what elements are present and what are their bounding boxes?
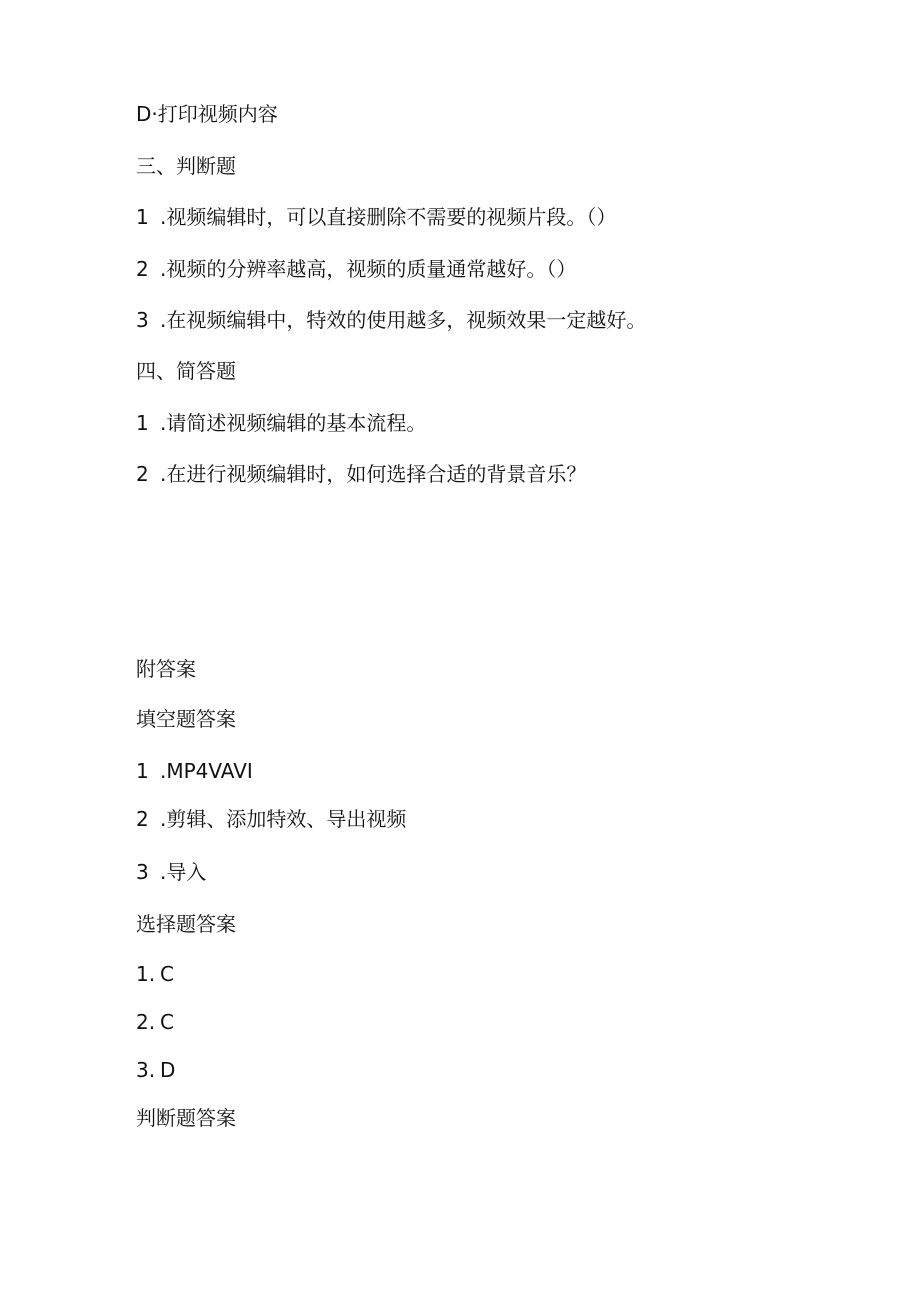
answer-text: D bbox=[160, 1058, 176, 1082]
answer-number: 1. bbox=[136, 962, 156, 986]
fill-answers-heading: 填空题答案 bbox=[136, 707, 236, 731]
answer-number: 2 bbox=[136, 807, 149, 831]
answer-number: 3 bbox=[136, 860, 149, 884]
question-text: .请简述视频编辑的基本流程。 bbox=[160, 411, 427, 435]
question-text: .在进行视频编辑时，如何选择合适的背景音乐？ bbox=[160, 462, 587, 486]
section-heading-judgment: 三、判断题 bbox=[136, 154, 236, 178]
answer-number: 3. bbox=[136, 1058, 156, 1082]
question-text: .视频的分辨率越高，视频的质量通常越好。（） bbox=[160, 257, 577, 281]
answer-text: C bbox=[160, 962, 174, 986]
choice-answer-1 bbox=[136, 964, 174, 984]
question-number: 2 bbox=[136, 462, 149, 486]
fill-answer-3 bbox=[136, 862, 206, 882]
question-number: 1 bbox=[136, 411, 149, 435]
judgment-question-3 bbox=[136, 310, 646, 330]
answers-heading: 附答案 bbox=[136, 657, 196, 681]
choice-answers-heading: 选择题答案 bbox=[136, 912, 236, 936]
question-number: 1 bbox=[136, 205, 149, 229]
answer-text: .MP4VAVI bbox=[160, 759, 253, 783]
question-text: .在视频编辑中，特效的使用越多，视频效果一定越好。 bbox=[160, 308, 647, 332]
short-answer-question-1 bbox=[136, 413, 426, 433]
fill-answer-2 bbox=[136, 809, 406, 829]
choice-answer-2 bbox=[136, 1012, 174, 1032]
answer-number: 1 bbox=[136, 759, 149, 783]
answer-text: .导入 bbox=[160, 860, 207, 884]
judgment-question-2 bbox=[136, 259, 576, 279]
choice-answer-3 bbox=[136, 1060, 175, 1080]
question-number: 2 bbox=[136, 257, 149, 281]
short-answer-question-2 bbox=[136, 464, 586, 484]
section-heading-short-answer: 四、简答题 bbox=[136, 359, 236, 383]
answer-text: .剪辑、添加特效、导出视频 bbox=[160, 807, 407, 831]
judgment-answers-heading: 判断题答案 bbox=[136, 1106, 236, 1130]
answer-number: 2. bbox=[136, 1010, 156, 1034]
choice-option-d: D·打印视频内容 bbox=[136, 102, 278, 126]
judgment-question-1 bbox=[136, 207, 616, 227]
fill-answer-1 bbox=[136, 761, 253, 781]
question-text: .视频编辑时，可以直接删除不需要的视频片段。（） bbox=[160, 205, 617, 229]
question-number: 3 bbox=[136, 308, 149, 332]
answer-text: C bbox=[160, 1010, 174, 1034]
